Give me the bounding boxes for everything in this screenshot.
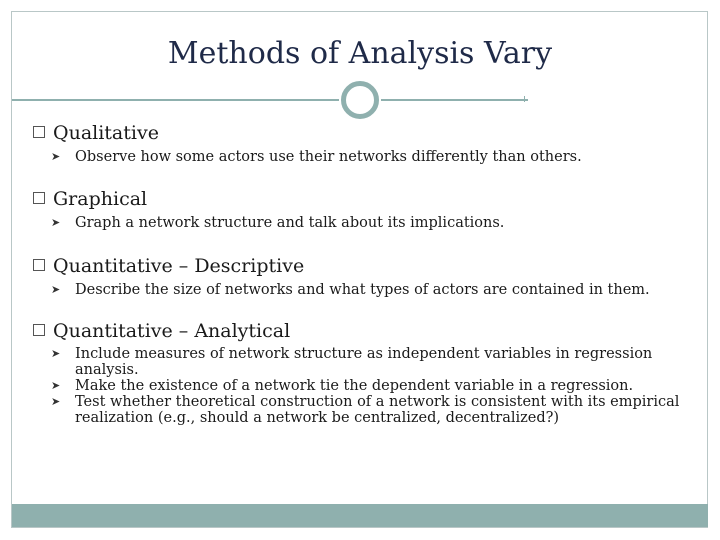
section-heading — [33, 320, 693, 342]
section-heading-label: Quantitative – Descriptive — [53, 255, 305, 277]
title-divider-right — [381, 99, 528, 101]
checkbox-icon — [33, 259, 45, 271]
item-list — [33, 282, 693, 298]
list-item-text: Test whether theoretical construction of a network is consistent with its empirical realization (e.g., should a network be centralized, decentralized?) — [75, 394, 680, 426]
list-item-text: Describe the size of networks and what types of actors are contained in them. — [75, 282, 650, 298]
ring-ornament-icon — [341, 81, 379, 119]
list-item — [33, 149, 693, 165]
arrow-bullet-icon: ➤ — [51, 379, 61, 392]
checkbox-icon — [33, 192, 45, 204]
section-quantitative-descriptive — [33, 255, 693, 298]
list-item-text: Graph a network structure and talk about its implications. — [75, 215, 505, 231]
title-divider-left — [12, 99, 339, 101]
list-item — [33, 346, 693, 378]
section-heading — [33, 122, 693, 144]
slide-title: Methods of Analysis Vary — [167, 36, 553, 71]
section-graphical — [33, 188, 693, 231]
arrow-bullet-icon: ➤ — [51, 347, 61, 360]
arrow-bullet-icon: ➤ — [51, 216, 61, 229]
arrow-bullet-icon: ➤ — [51, 150, 61, 163]
section-heading — [33, 188, 693, 210]
checkbox-icon — [33, 126, 45, 138]
arrow-bullet-icon: ➤ — [51, 395, 61, 408]
list-item-text: Make the existence of a network tie the dependent variable in a regression. — [75, 378, 634, 394]
section-qualitative — [33, 122, 693, 165]
arrow-bullet-icon: ➤ — [51, 283, 61, 296]
item-list — [33, 215, 693, 231]
section-heading — [33, 255, 693, 277]
list-item-text: Include measures of network structure as independent variables in regression analysis. — [75, 346, 653, 378]
section-heading-label: Graphical — [53, 188, 148, 210]
section-heading-label: Qualitative — [53, 122, 159, 144]
list-item — [33, 215, 693, 231]
list-item — [33, 394, 693, 426]
section-heading-label: Quantitative – Analytical — [53, 320, 291, 342]
list-item-text: Observe how some actors use their networks differently than others. — [75, 149, 582, 165]
footer-bar — [12, 504, 708, 527]
section-quantitative-analytical — [33, 320, 693, 426]
divider-tick — [524, 96, 525, 102]
item-list — [33, 346, 693, 426]
list-item — [33, 282, 693, 298]
list-item — [33, 378, 693, 394]
item-list — [33, 149, 693, 165]
checkbox-icon — [33, 324, 45, 336]
